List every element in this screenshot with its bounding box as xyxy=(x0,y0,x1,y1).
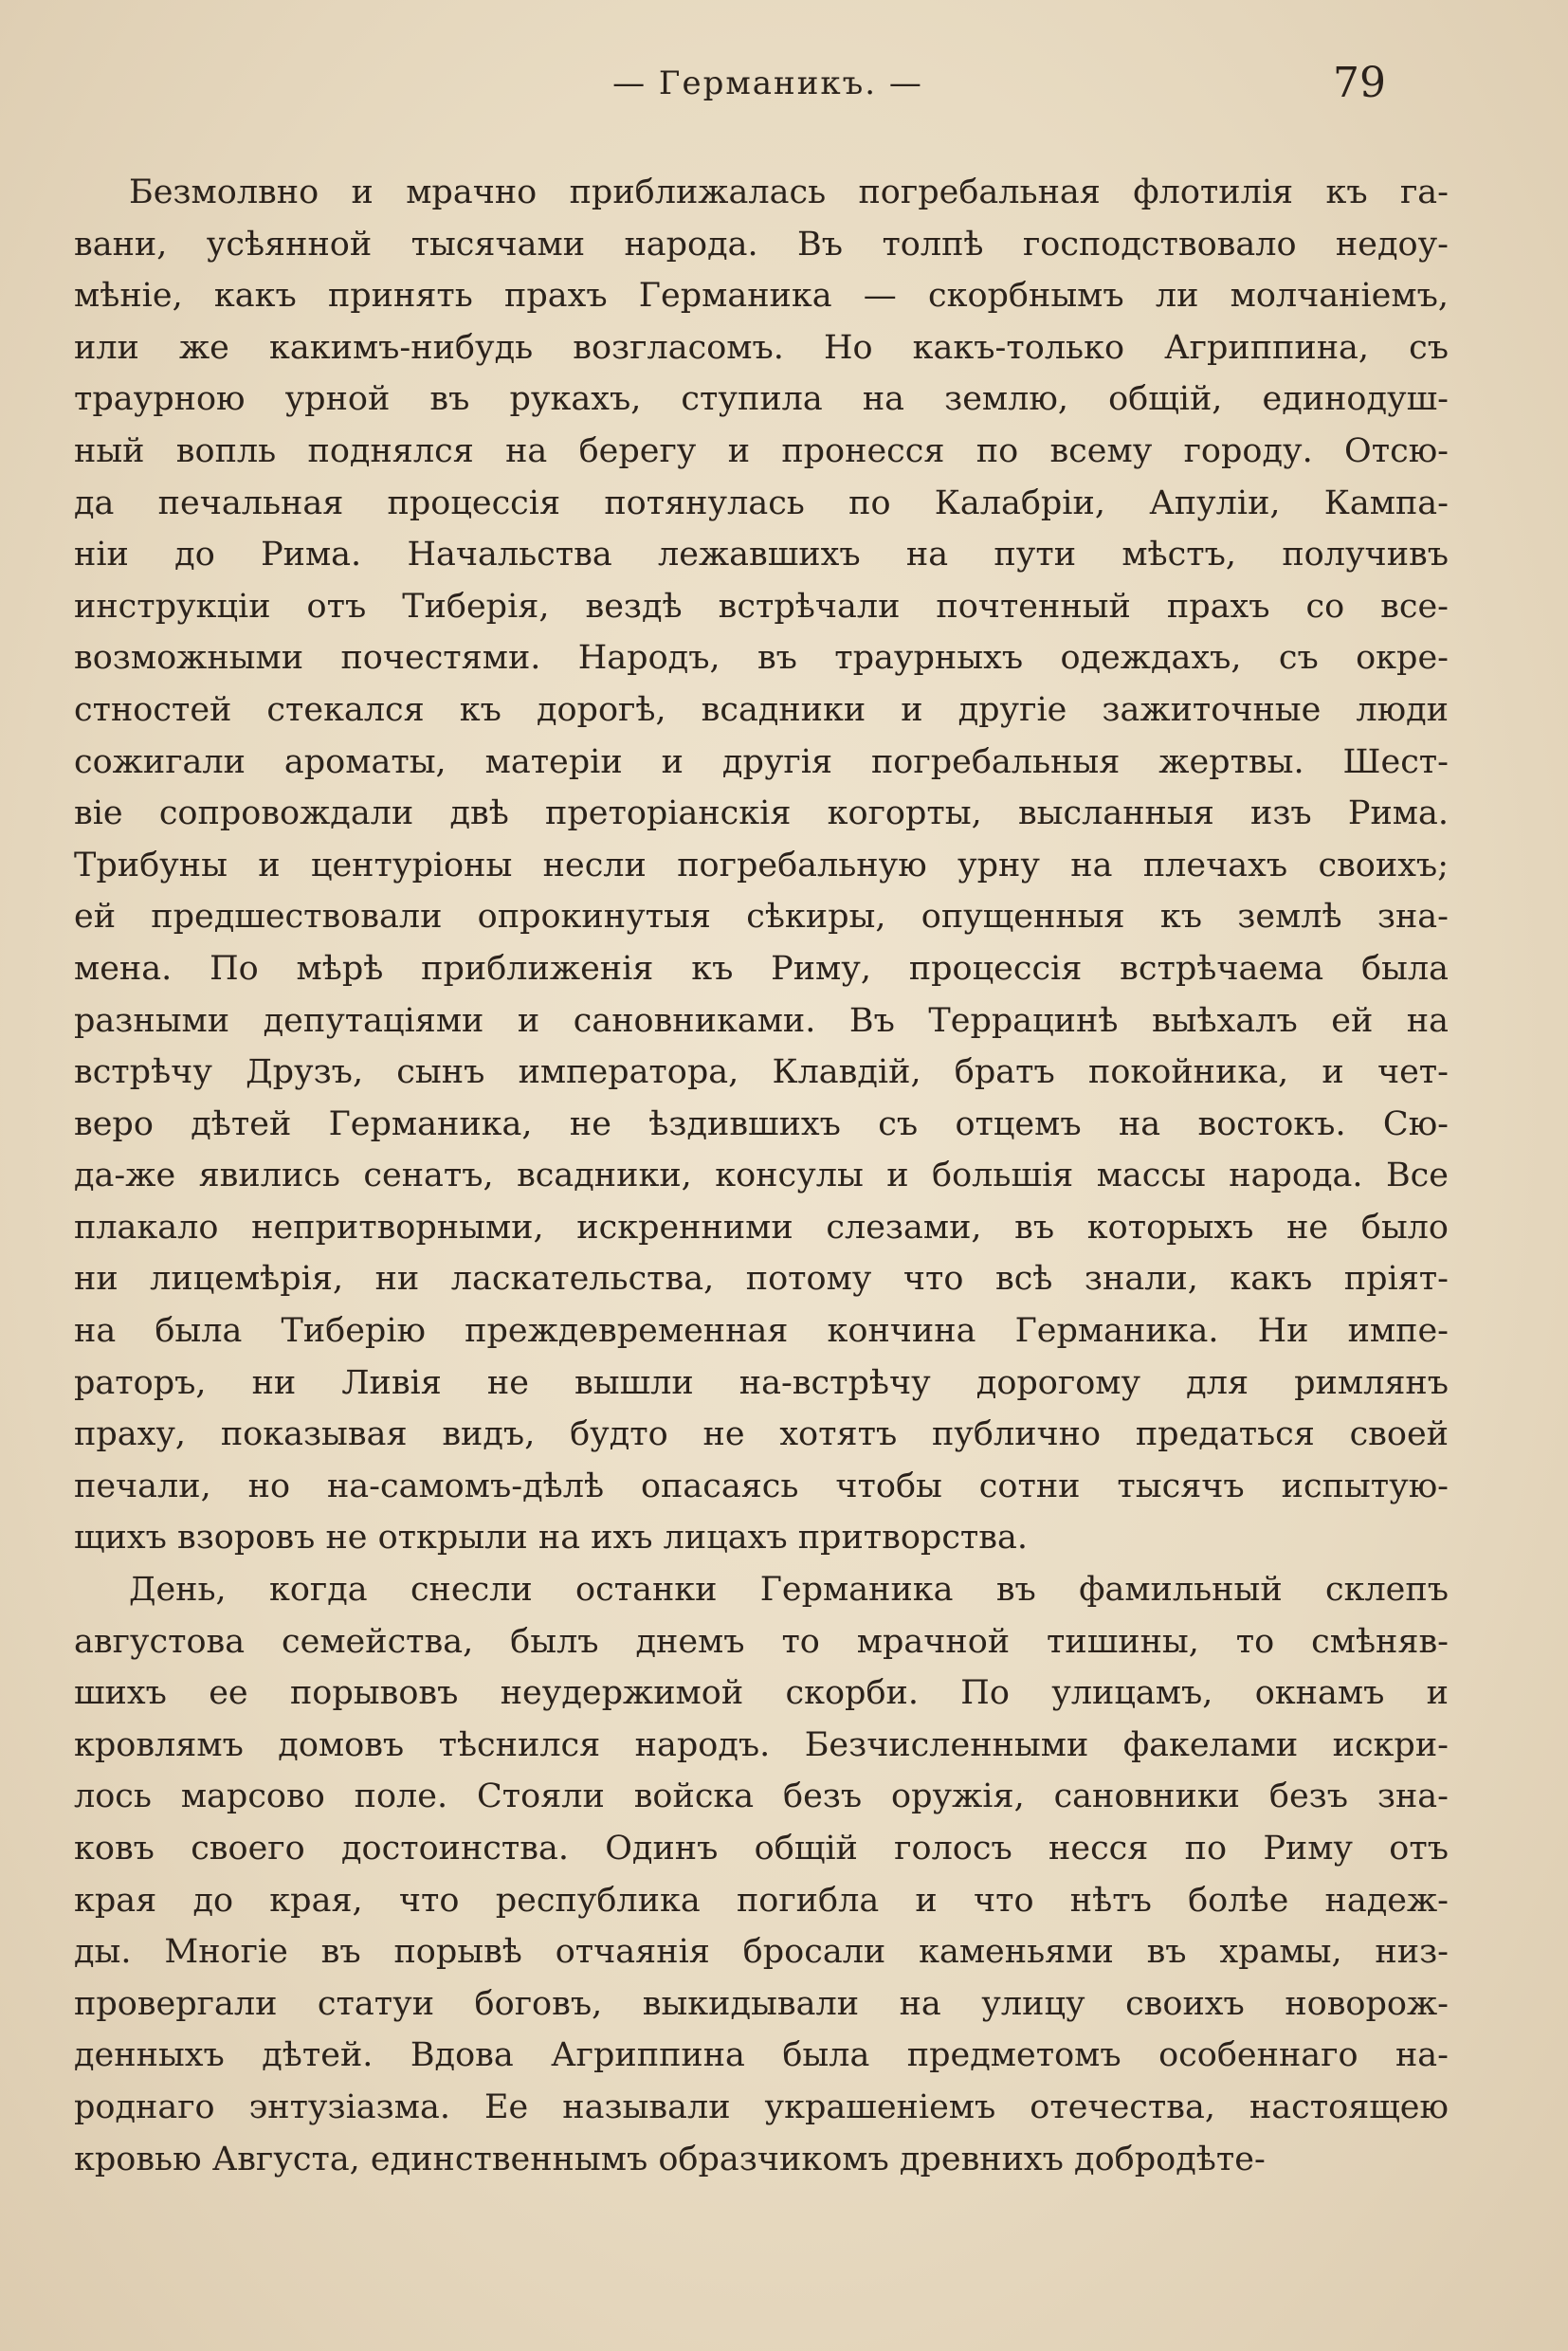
paragraph xyxy=(74,1564,1449,2185)
text-line: кровлямъ домовъ тѣснился народъ. Безчисленными факелами искри- xyxy=(74,1725,1449,1764)
paragraph xyxy=(74,167,1449,1564)
text-line: кровью Августа, единственнымъ образчикомъ древнихъ добродѣте- xyxy=(74,2140,1266,2178)
page-number: 79 xyxy=(1333,59,1386,107)
text-line: раторъ, ни Ливія не вышли на-встрѣчу дорогому для римлянъ xyxy=(74,1363,1449,1402)
text-line: сожигали ароматы, матеріи и другія погребальныя жертвы. Шест- xyxy=(74,742,1449,781)
text-line: стностей стекался къ дорогѣ, всадники и другіе зажиточные люди xyxy=(74,690,1449,729)
text-line: ей предшествовали опрокинутыя сѣкиры, опущенныя къ землѣ зна- xyxy=(74,898,1449,937)
text-line: вани, усѣянной тысячами народа. Въ толпѣ господствовало недоу- xyxy=(74,225,1449,264)
text-line: августова семейства, былъ днемъ то мрачной тишины, то смѣняв- xyxy=(74,1622,1449,1661)
text-line: Трибуны и центуріоны несли погребальную урну на плечахъ своихъ; xyxy=(74,846,1449,884)
text-line: щихъ взоровъ не открыли на ихъ лицахъ притворства. xyxy=(74,1519,1028,1558)
text-line: ный вопль поднялся на берегу и пронесся по всему городу. Отсю- xyxy=(74,431,1449,470)
text-line: провергали статуи боговъ, выкидывали на улицу своихъ новорож- xyxy=(74,1984,1449,2023)
text-line: возможными почестями. Народъ, въ траурныхъ одеждахъ, съ окре- xyxy=(74,639,1449,678)
running-title: — Германикъ. — xyxy=(612,64,923,102)
text-line: ніи до Рима. Начальства лежавшихъ на пути мѣстъ, получивъ xyxy=(74,536,1449,574)
text-line: да-же явились сенатъ, всадники, консулы и большія массы народа. Все xyxy=(74,1157,1449,1195)
text-line: денныхъ дѣтей. Вдова Агриппина была предметомъ особеннаго на- xyxy=(74,2036,1449,2075)
body-text xyxy=(74,167,1449,2185)
text-line: День, когда снесли останки Германика въ фамильный склепъ xyxy=(129,1571,1449,1610)
text-line: праху, показывая видъ, будто не хотятъ публично предаться своей xyxy=(74,1415,1449,1454)
text-line: ды. Многіе въ порывѣ отчаянія бросали каменьями въ храмы, низ- xyxy=(74,1933,1449,1972)
text-line: встрѣчу Друзъ, сынъ императора, Клавдій, братъ покойника, и чет- xyxy=(74,1053,1449,1092)
text-line: віе сопровождали двѣ преторіанскія когорты, высланныя изъ Рима. xyxy=(74,794,1449,833)
text-line: ковъ своего достоинства. Одинъ общій голосъ несся по Риму отъ xyxy=(74,1830,1449,1868)
text-line: мена. По мѣрѣ приближенія къ Риму, процессія встрѣчаема была xyxy=(74,949,1449,988)
page-header xyxy=(85,59,1450,116)
text-line: шихъ ее порывовъ неудержимой скорби. По улицамъ, окнамъ и xyxy=(74,1674,1449,1713)
text-line: или же какимъ-нибудь возгласомъ. Но какъ-только Агриппина, съ xyxy=(74,328,1449,367)
text-line: печали, но на-самомъ-дѣлѣ опасаясь чтобы сотни тысячъ испытую- xyxy=(74,1467,1449,1505)
text-line: плакало непритворными, искренними слезами, въ которыхъ не было xyxy=(74,1208,1449,1247)
text-line: края до края, что республика погибла и что нѣтъ болѣе надеж- xyxy=(74,1881,1449,1920)
text-line: роднаго энтузіазма. Ее называли украшеніемъ отечества, настоящею xyxy=(74,2087,1449,2126)
text-line: веро дѣтей Германика, не ѣздившихъ съ отцемъ на востокъ. Сю- xyxy=(74,1104,1449,1143)
text-line: траурною урной въ рукахъ, ступила на землю, общій, единодуш- xyxy=(74,380,1449,419)
text-line: на была Тиберію преждевременная кончина Германика. Ни импе- xyxy=(74,1312,1449,1351)
text-line: мѣніе, какъ принять прахъ Германика — скорбнымъ ли молчаніемъ, xyxy=(74,277,1449,316)
text-line: ни лицемѣрія, ни ласкательства, потому что всѣ знали, какъ пріят- xyxy=(74,1260,1449,1299)
text-line: инструкціи отъ Тиберія, вездѣ встрѣчали почтенный прахъ со все- xyxy=(74,587,1449,626)
text-line: да печальная процессія потянулась по Калабріи, Апуліи, Кампа- xyxy=(74,483,1449,522)
text-line: Безмолвно и мрачно приближалась погребальная флотилія къ га- xyxy=(129,173,1449,211)
text-line: лось марсово поле. Стояли войска безъ оружія, сановники безъ зна- xyxy=(74,1777,1449,1816)
text-line: разными депутаціями и сановниками. Въ Террацинѣ выѣхалъ ей на xyxy=(74,1001,1449,1040)
